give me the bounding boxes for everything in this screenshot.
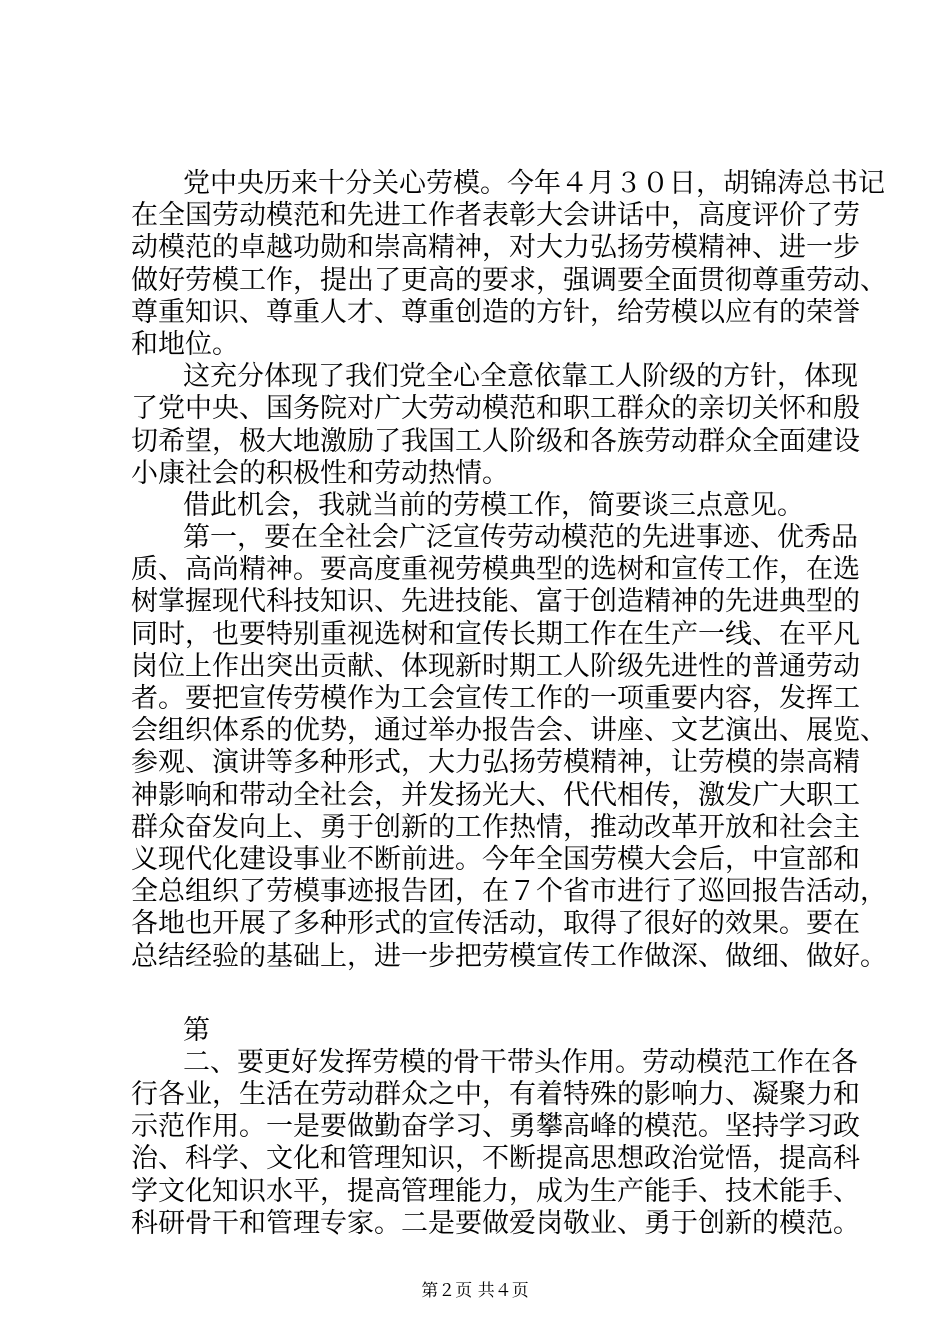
text-line: 行各业，生活在劳动群众之中，有着特殊的影响力、凝聚力和: [131, 1079, 860, 1111]
text-line: 同时，也要特别重视选树和宣传长期工作在生产一线、在平凡: [131, 618, 860, 650]
text-line: 参观、演讲等多种形式，大力弘扬劳模精神，让劳模的崇高精: [131, 747, 860, 779]
text-line: 小康社会的积极性和劳动热情。: [131, 457, 509, 489]
paragraph: [131, 490, 845, 522]
text-line: 动模范的卓越功勋和崇高精神，对大力弘扬劳模精神、进一步: [131, 232, 860, 264]
paragraph: [131, 522, 887, 973]
paragraph: [131, 361, 860, 490]
text-line: 树掌握现代科技知识、先进技能、富于创造精神的先进典型的: [131, 586, 860, 618]
text-line: 义现代化建设事业不断前进。今年全国劳模大会后，中宣部和: [131, 843, 860, 875]
text-line: 党中央历来十分关心劳模。今年４月３０日，胡锦涛总书记: [183, 168, 885, 199]
page-number-footer: 第２页 共４页: [421, 1281, 529, 1301]
text-line: 者。要把宣传劳模作为工会宣传工作的一项重要内容，发挥工: [131, 683, 860, 714]
text-line: 会组织体系的优势，通过举办报告会、讲座、文艺演出、展览、: [131, 715, 887, 747]
text-line: 这充分体现了我们党全心全意依靠工人阶级的方针，体现: [183, 361, 858, 393]
text-line: 二、要更好发挥劳模的骨干带头作用。劳动模范工作在各: [183, 1046, 858, 1078]
text-line: 切希望，极大地激励了我国工人阶级和各族劳动群众全面建设: [131, 425, 860, 457]
text-line: 质、高尚精神。要高度重视劳模典型的选树和宣传工作，在选: [131, 554, 860, 586]
text-line: 岗位上作出突出贡献、体现新时期工人阶级先进性的普通劳动: [131, 650, 860, 682]
text-line: 神影响和带动全社会，并发扬光大、代代相传，激发广大职工: [131, 779, 860, 811]
text-line: 第: [183, 1014, 210, 1046]
paragraph: [131, 1046, 860, 1240]
text-line: 全总组织了劳模事迹报告团，在７个省市进行了巡回报告活动，: [131, 876, 887, 908]
text-line: 做好劳模工作，提出了更高的要求，强调要全面贯彻尊重劳动、: [131, 264, 887, 296]
paragraph: [131, 1015, 845, 1047]
text-line: 群众奋发向上、勇于创新的工作热情，推动改革开放和社会主: [131, 811, 860, 843]
text-line: 示范作用。一是要做勤奋学习、勇攀高峰的模范。坚持学习政: [131, 1111, 860, 1143]
text-line: 和地位。: [131, 328, 239, 360]
text-line: 总结经验的基础上，进一步把劳模宣传工作做深、做细、做好。: [131, 940, 887, 972]
paragraph: [131, 168, 887, 361]
text-line: 治、科学、文化和管理知识，不断提高思想政治觉悟，提高科: [131, 1143, 860, 1175]
text-line: 第一，要在全社会广泛宣传劳动模范的先进事迹、优秀品: [183, 522, 858, 554]
text-line: 科研骨干和管理专家。二是要做爱岗敬业、勇于创新的模范。: [131, 1207, 860, 1239]
text-line: 尊重知识、尊重人才、尊重创造的方针，给劳模以应有的荣誉: [131, 296, 860, 328]
text-line: 了党中央、国务院对广大劳动模范和职工群众的亲切关怀和殷: [131, 393, 860, 425]
text-line: 借此机会，我就当前的劳模工作，简要谈三点意见。: [183, 489, 804, 521]
text-line: 在全国劳动模范和先进工作者表彰大会讲话中，高度评价了劳: [131, 200, 860, 232]
text-line: 各地也开展了多种形式的宣传活动，取得了很好的效果。要在: [131, 908, 860, 940]
document-body: [131, 168, 887, 1240]
paragraph-gap: [131, 973, 845, 1015]
text-line: 学文化知识水平，提高管理能力，成为生产能手、技术能手、: [131, 1175, 860, 1207]
